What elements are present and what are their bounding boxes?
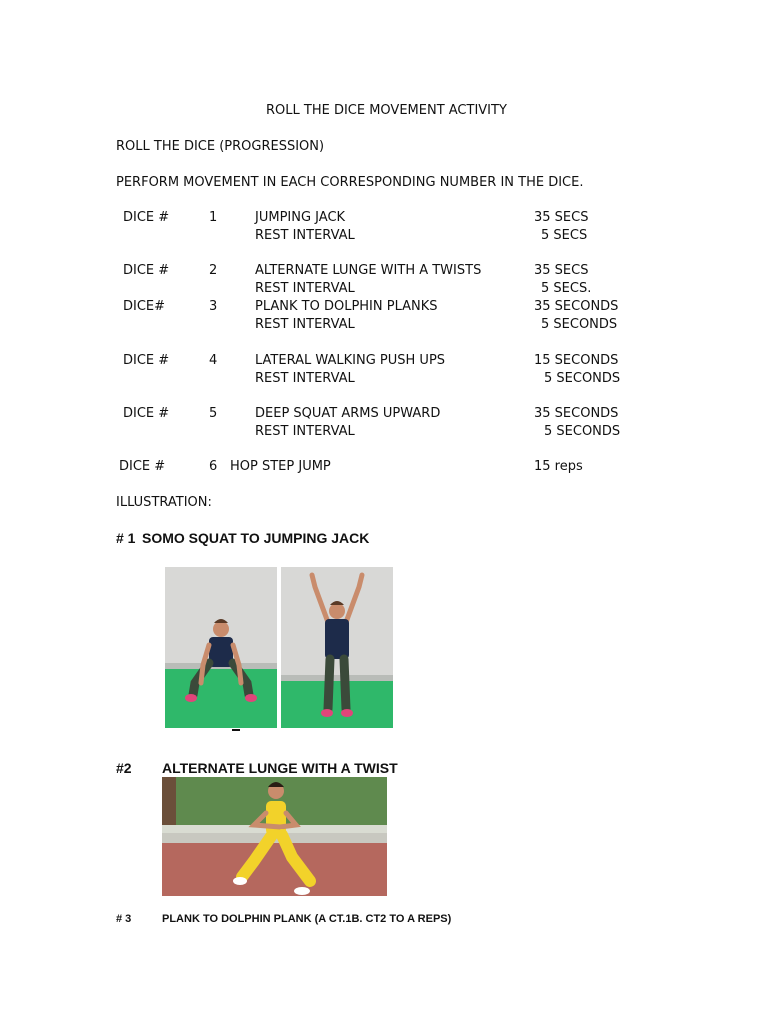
rest-interval: REST INTERVAL xyxy=(255,371,355,386)
dice-number: 1 xyxy=(209,210,218,225)
dice-label: DICE # xyxy=(123,406,170,421)
dice-number: 6 xyxy=(209,459,218,474)
illustration-label: ILLUSTRATION: xyxy=(116,495,212,510)
somo-squat-photo xyxy=(165,567,277,728)
movement: DEEP SQUAT ARMS UPWARD xyxy=(255,406,441,421)
rest-duration: 5 SECS xyxy=(541,228,588,243)
dice-label: DICE # xyxy=(123,210,170,225)
section-title: PLANK TO DOLPHIN PLANK (A CT.1B. CT2 TO A REPS) xyxy=(162,913,452,925)
dice-number: 4 xyxy=(209,353,218,368)
rest-duration: 5 SECONDS xyxy=(541,317,618,332)
rest-duration: 5 SECONDS xyxy=(544,371,621,386)
dice-label: DICE # xyxy=(123,263,170,278)
underscore-mark xyxy=(232,729,240,731)
movement: PLANK TO DOLPHIN PLANKS xyxy=(255,299,438,314)
duration: 35 SECS xyxy=(534,263,589,278)
lunge-twist-photo xyxy=(162,777,387,896)
duration: 35 SECONDS xyxy=(534,299,619,314)
dice-label: DICE # xyxy=(123,353,170,368)
section-title: ALTERNATE LUNGE WITH A TWIST xyxy=(162,760,398,776)
subtitle: ROLL THE DICE (PROGRESSION) xyxy=(116,139,325,154)
rest-interval: REST INTERVAL xyxy=(255,281,355,296)
rest-interval: REST INTERVAL xyxy=(255,424,355,439)
dice-label: DICE # xyxy=(119,459,166,474)
section-number: # 1 xyxy=(116,530,136,546)
section-number: # 3 xyxy=(116,913,132,925)
rest-interval: REST INTERVAL xyxy=(255,228,355,243)
instruction: PERFORM MOVEMENT IN EACH CORRESPONDING NUMBER IN THE DICE. xyxy=(116,175,584,190)
movement: ALTERNATE LUNGE WITH A TWISTS xyxy=(255,263,482,278)
duration: 35 SECONDS xyxy=(534,406,619,421)
dice-number: 3 xyxy=(209,299,218,314)
rest-duration: 5 SECONDS xyxy=(544,424,621,439)
duration: 35 SECS xyxy=(534,210,589,225)
jumping-jack-photo xyxy=(281,567,393,728)
dice-number: 2 xyxy=(209,263,218,278)
page-title: ROLL THE DICE MOVEMENT ACTIVITY xyxy=(266,103,507,118)
dice-label: DICE# xyxy=(123,299,166,314)
rest-duration: 5 SECS. xyxy=(541,281,592,296)
section-number: #2 xyxy=(116,760,132,776)
rest-interval: REST INTERVAL xyxy=(255,317,355,332)
duration: 15 reps xyxy=(534,459,583,474)
movement: JUMPING JACK xyxy=(255,210,346,225)
section-title: SOMO SQUAT TO JUMPING JACK xyxy=(142,530,370,546)
movement: LATERAL WALKING PUSH UPS xyxy=(255,353,446,368)
duration: 15 SECONDS xyxy=(534,353,619,368)
movement: HOP STEP JUMP xyxy=(230,459,331,474)
dice-number: 5 xyxy=(209,406,218,421)
